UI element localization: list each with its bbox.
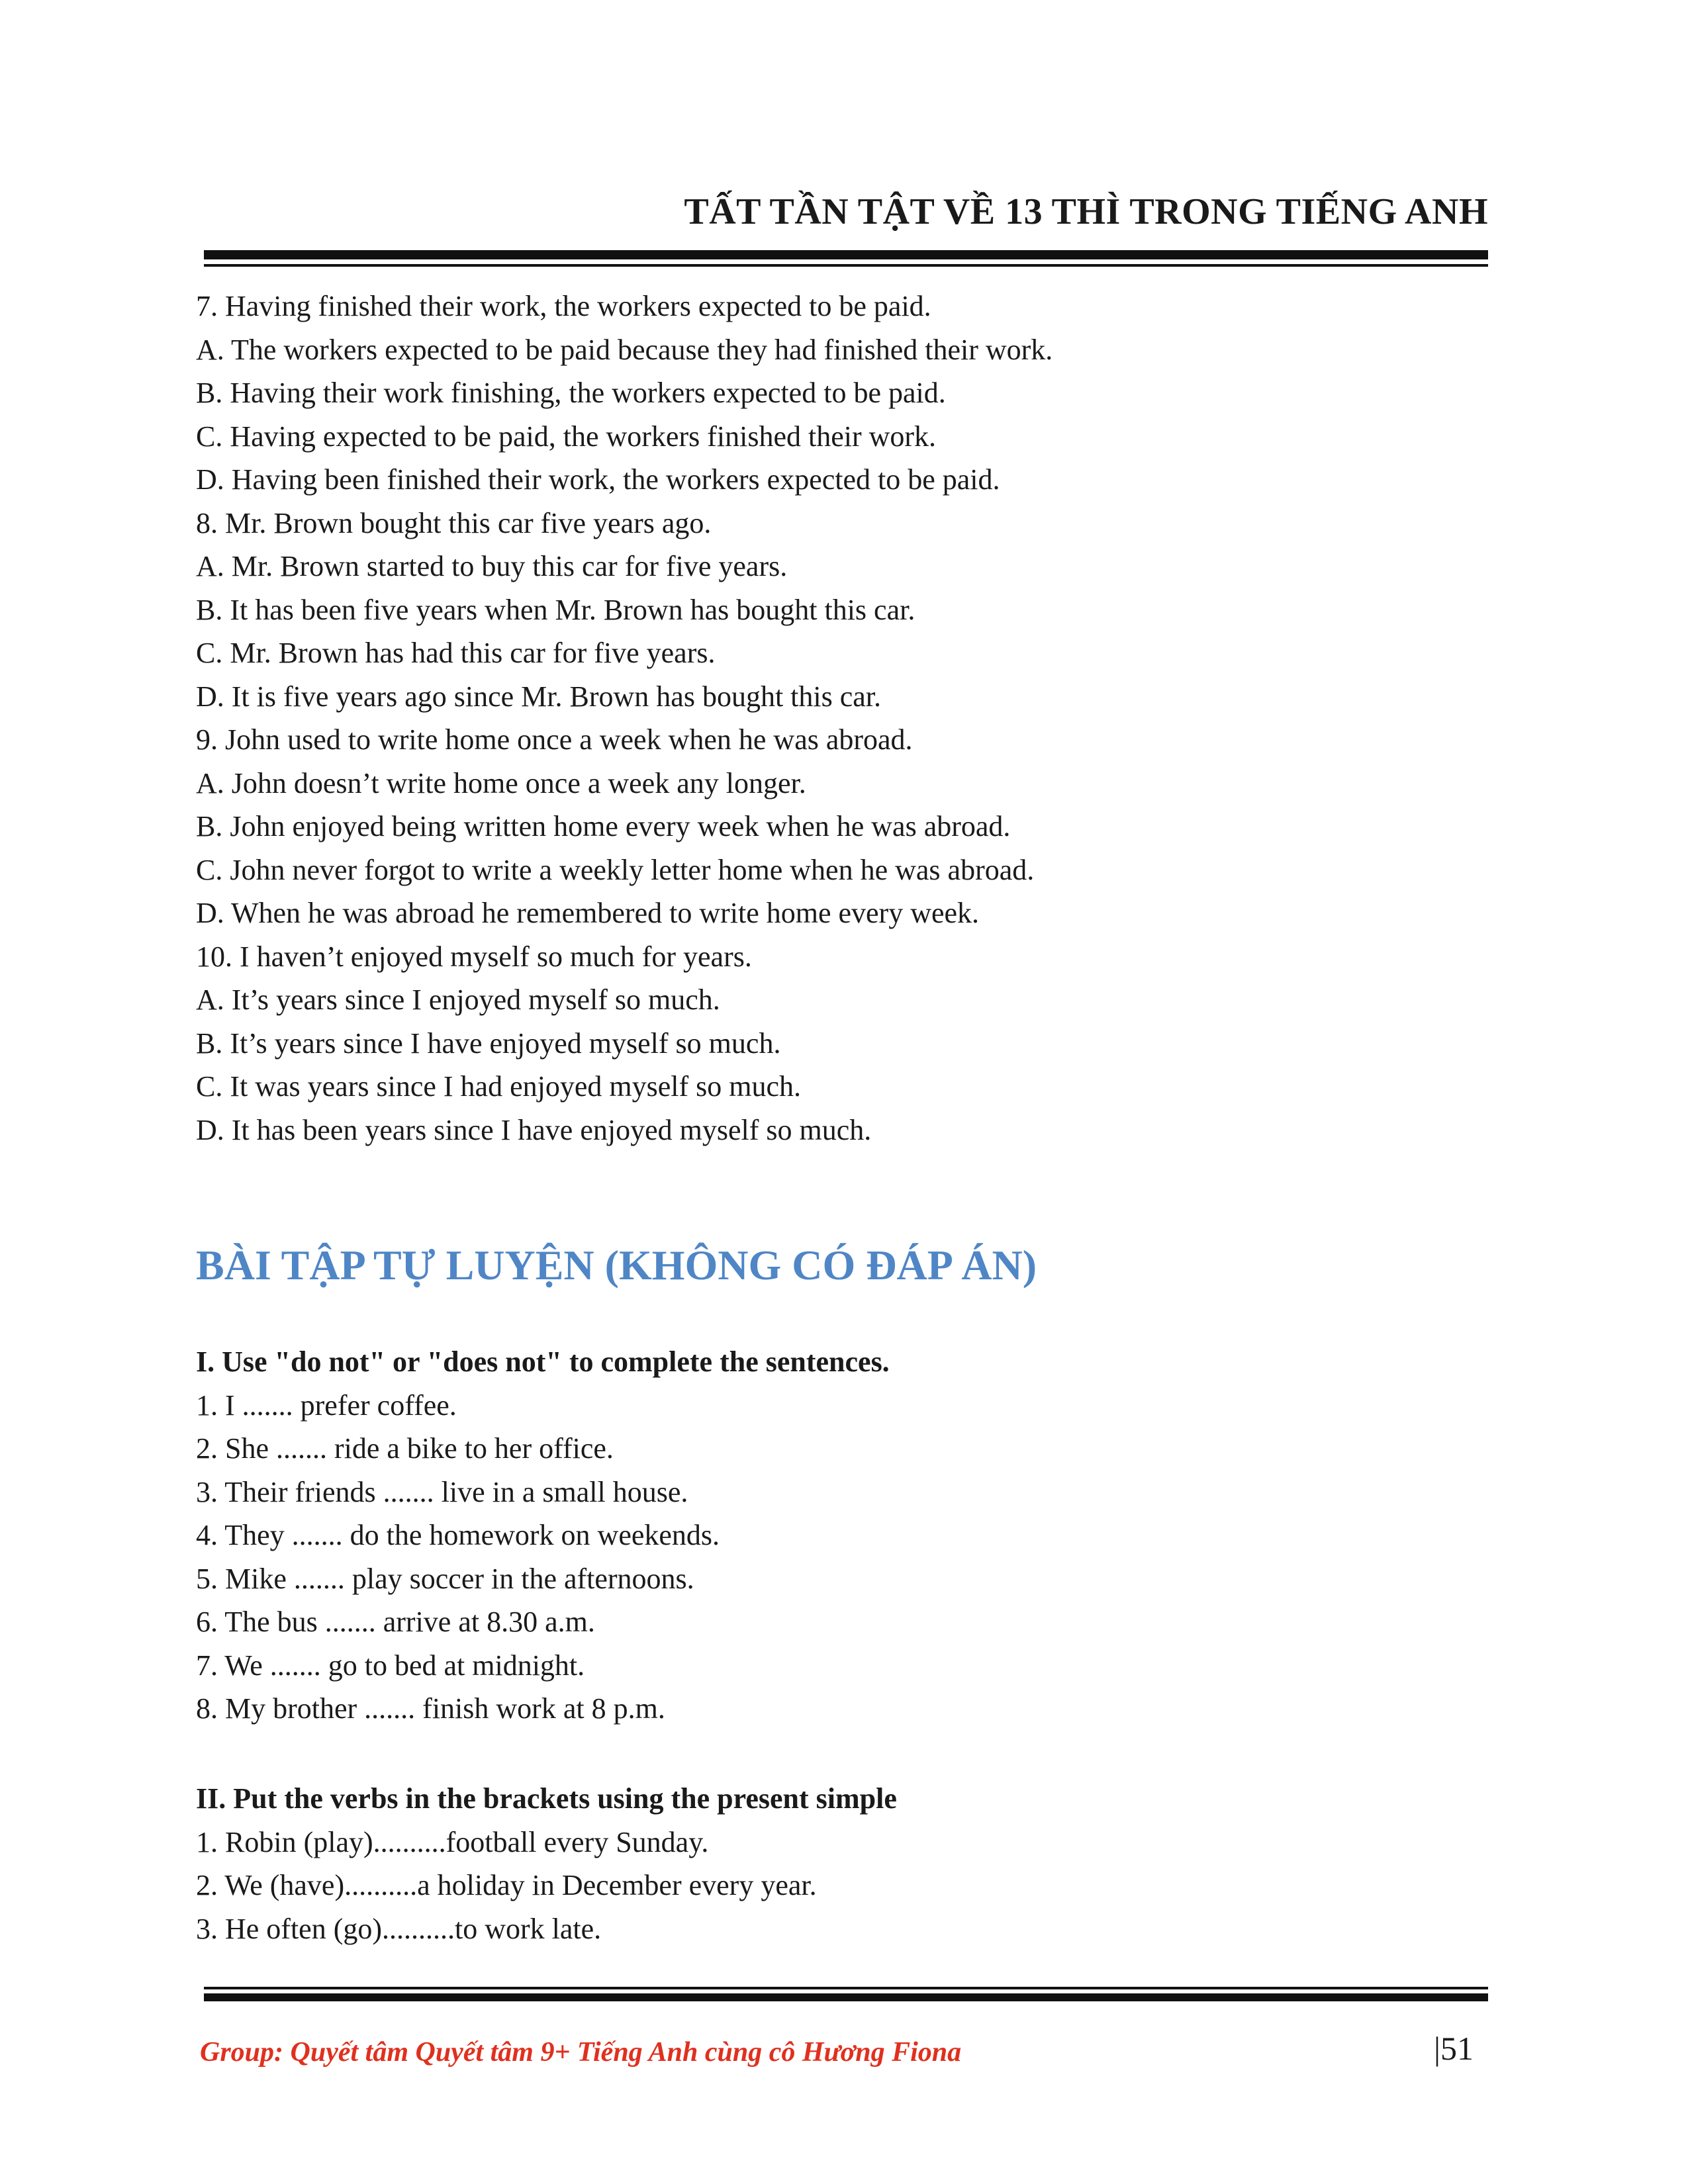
exercise-title: II. Put the verbs in the brackets using the present simple (196, 1782, 897, 1815)
option-d: D. Having been finished their work, the workers expected to be paid. (196, 463, 1000, 496)
option-d: D. It has been years since I have enjoyed myself so much. (196, 1113, 872, 1146)
option-b: B. It has been five years when Mr. Brown has bought this car. (196, 593, 915, 626)
exercise-item: 2. She ....... ride a bike to her office. (196, 1432, 614, 1465)
option-c: C. Having expected to be paid, the workers finished their work. (196, 420, 937, 453)
footer-group-name: Group: Quyết tâm Quyết tâm 9+ Tiếng Anh cùng cô Hương Fiona (200, 2037, 962, 2068)
footer-rule-thick (204, 1993, 1488, 2001)
option-b: B. Having their work finishing, the workers expected to be paid. (196, 377, 946, 409)
question-list (196, 285, 1493, 1152)
exercise-1 (196, 1340, 1493, 1731)
option-b: B. John enjoyed being written home every week when he was abroad. (196, 810, 1011, 842)
header-rule-thick (204, 250, 1488, 259)
footer-rule-thin (204, 1987, 1488, 1989)
option-c: C. It was years since I had enjoyed myself so much. (196, 1070, 801, 1103)
question-10 (196, 935, 1493, 1152)
option-b: B. It’s years since I have enjoyed myself so much. (196, 1026, 781, 1060)
question-stem: 8. Mr. Brown bought this car five years ago. (196, 506, 712, 539)
section-heading: BÀI TẬP TỰ LUYỆN (KHÔNG CÓ ĐÁP ÁN) (196, 1242, 1037, 1289)
option-a: A. The workers expected to be paid because they had finished their work. (196, 333, 1053, 366)
option-d: D. It is five years ago since Mr. Brown has bought this car. (196, 680, 882, 713)
exercise-item: 7. We ....... go to bed at midnight. (196, 1649, 585, 1682)
exercise-item: 6. The bus ....... arrive at 8.30 a.m. (196, 1606, 595, 1638)
exercise-item: 3. Their friends ....... live in a small house. (196, 1475, 688, 1508)
page-number: |51 (1434, 2030, 1474, 2067)
option-a: A. It’s years since I enjoyed myself so much. (196, 983, 720, 1016)
exercise-title: I. Use "do not" or "does not" to complete the sentences. (196, 1345, 890, 1378)
question-8 (196, 502, 1493, 719)
option-d: D. When he was abroad he remembered to write home every week. (196, 897, 980, 929)
exercise-2 (196, 1777, 1493, 1950)
option-a: A. John doesn’t write home once a week any longer. (196, 766, 806, 799)
exercise-item: 4. They ....... do the homework on weekends. (196, 1519, 720, 1551)
exercise-item: 2. We (have)..........a holiday in December every year. (196, 1869, 817, 1901)
header-rule-thin (204, 264, 1488, 267)
option-a: A. Mr. Brown started to buy this car for five years. (196, 550, 788, 582)
question-9 (196, 718, 1493, 935)
exercise-item: 3. He often (go)..........to work late. (196, 1912, 602, 1945)
exercise-item: 5. Mike ....... play soccer in the afternoons. (196, 1562, 694, 1595)
question-stem: 9. John used to write home once a week when he was abroad. (196, 723, 913, 756)
exercise-item: 1. Robin (play)..........football every Sunday. (196, 1825, 709, 1858)
exercise-item: 8. My brother ....... finish work at 8 p.m. (196, 1692, 665, 1725)
header-title: TẤT TẦN TẬT VỀ 13 THÌ TRONG TIẾNG ANH (684, 191, 1488, 232)
exercise-item: 1. I ....... prefer coffee. (196, 1388, 457, 1422)
question-stem: 10. I haven’t enjoyed myself so much for years. (196, 940, 752, 973)
question-stem: 7. Having finished their work, the workers expected to be paid. (196, 290, 931, 322)
option-c: C. John never forgot to write a weekly letter home when he was abroad. (196, 853, 1035, 886)
option-c: C. Mr. Brown has had this car for five years. (196, 637, 716, 669)
question-7 (196, 285, 1493, 502)
